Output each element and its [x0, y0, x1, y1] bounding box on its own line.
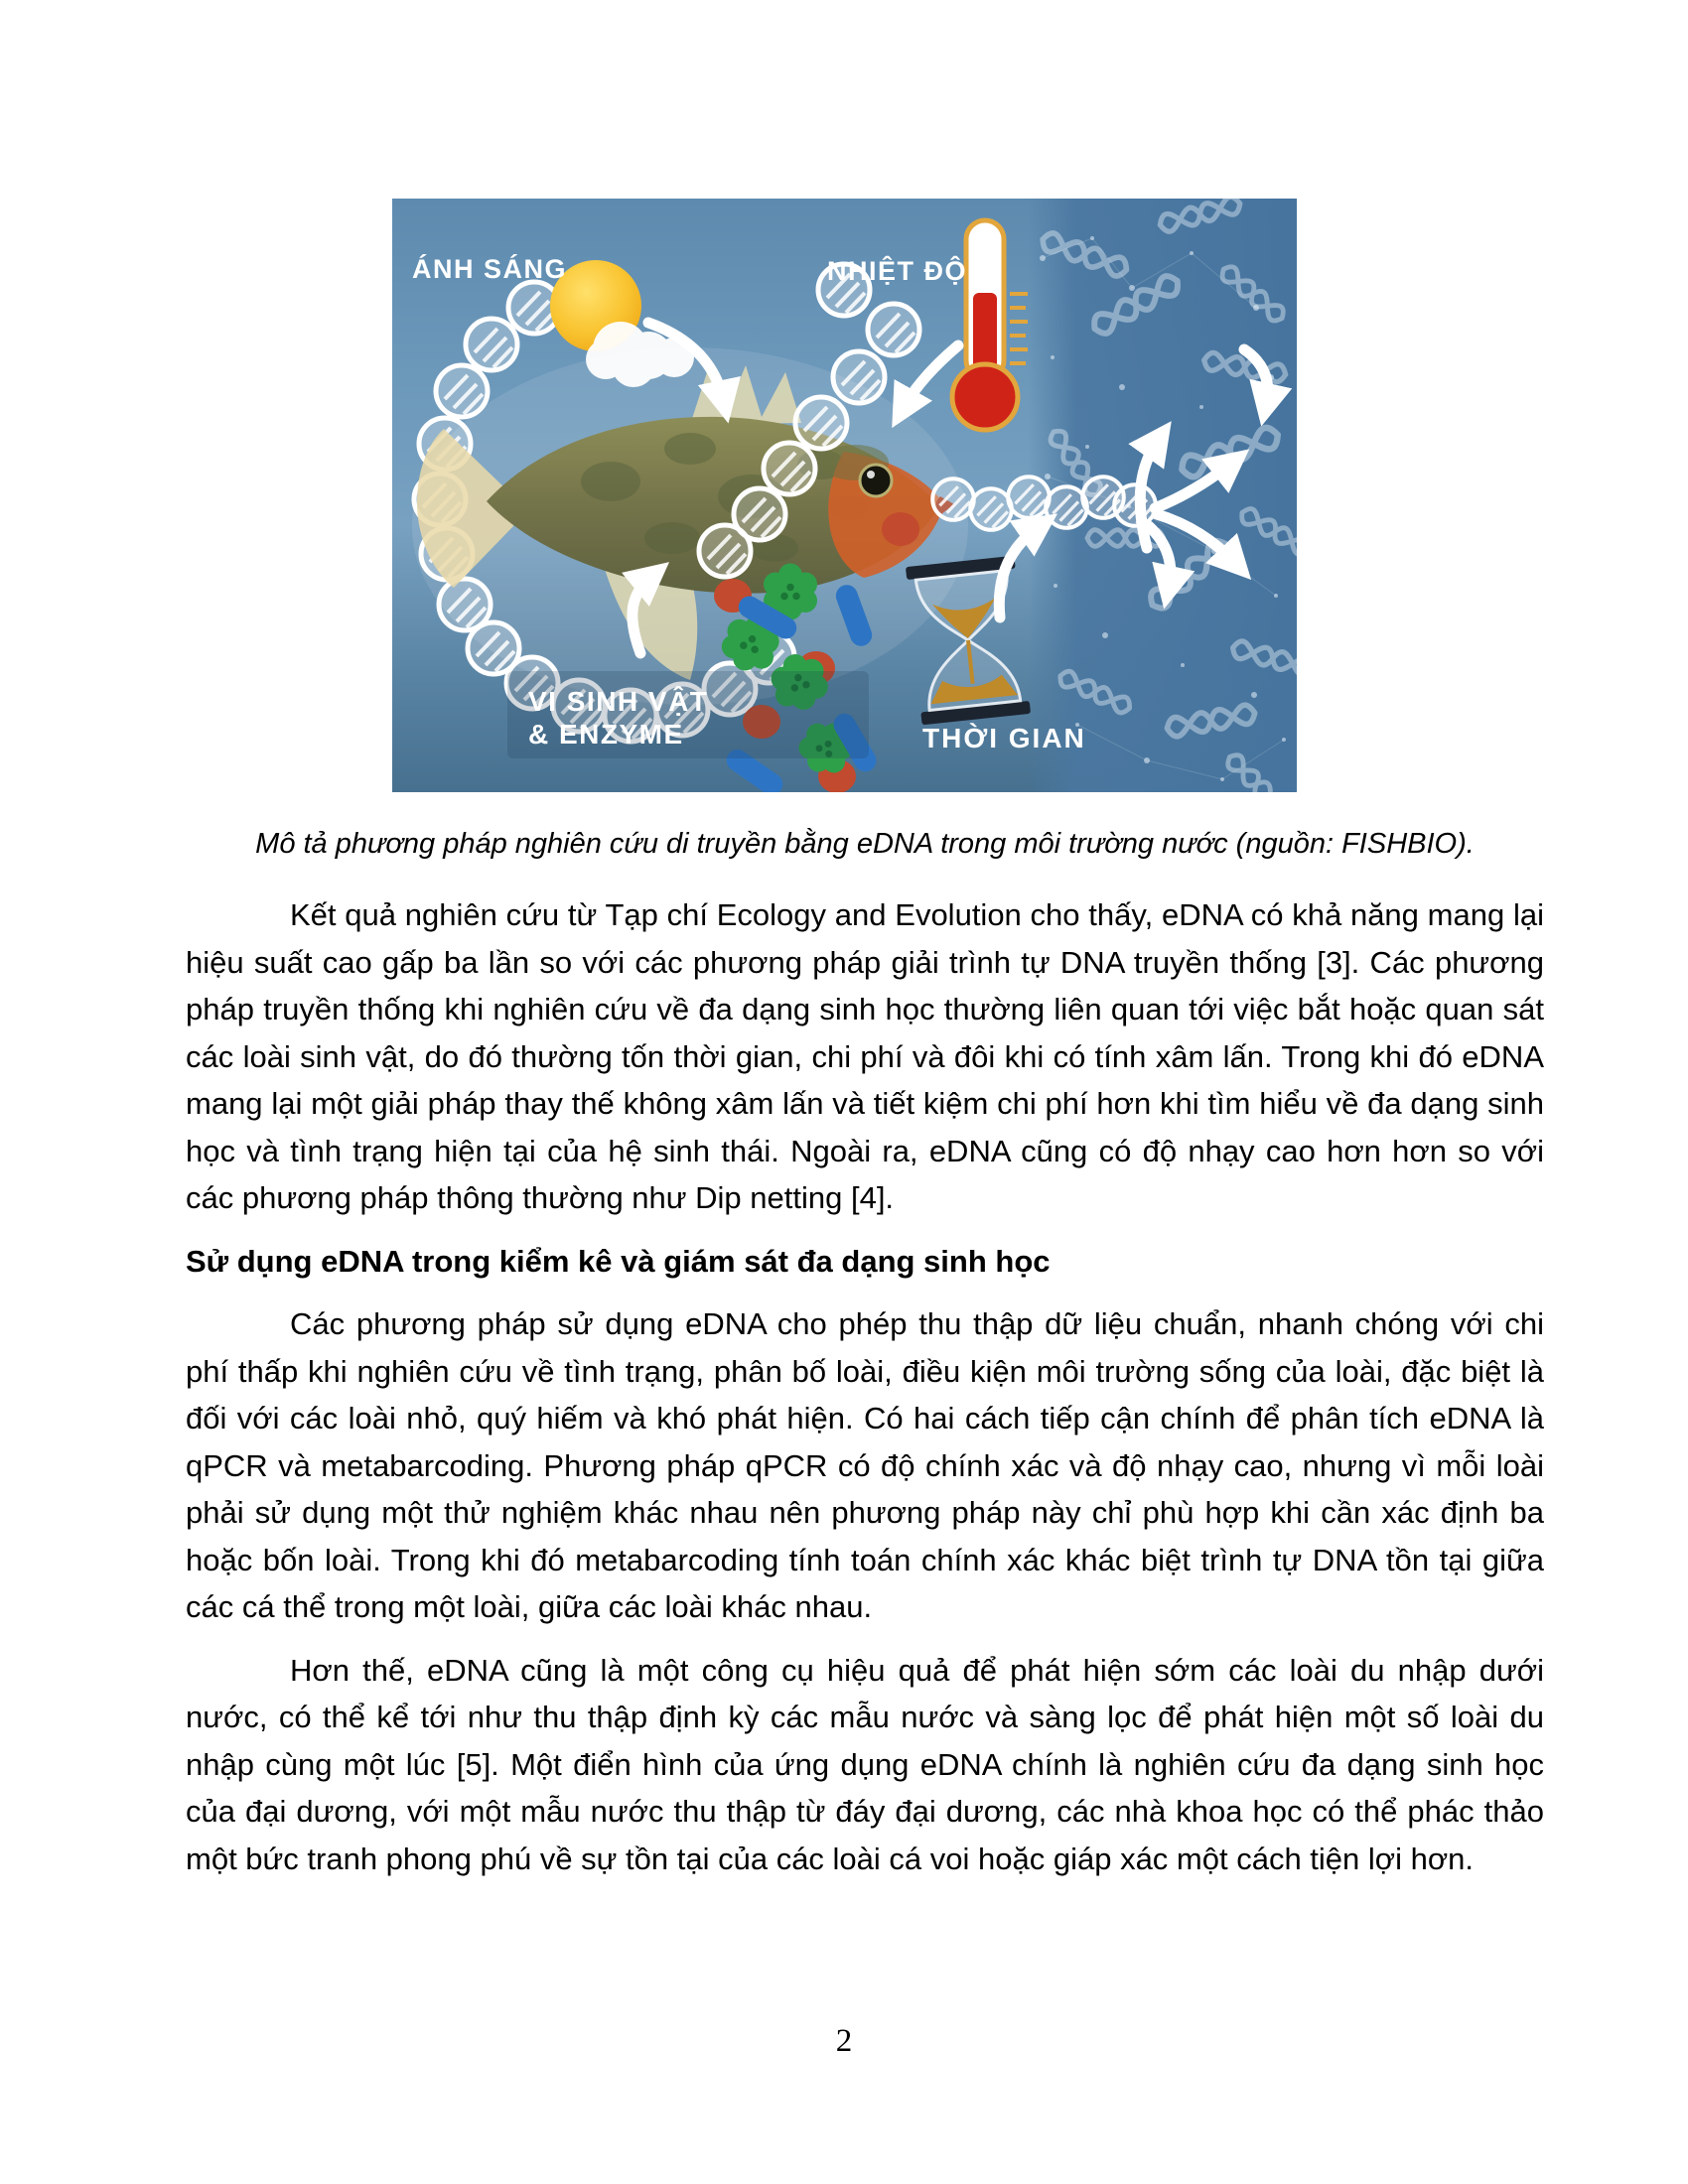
red-microbe: [882, 512, 919, 546]
figure-caption: Mô tả phương pháp nghiên cứu di truyền bằng eDNA trong môi trường nước (nguồn: FISHBIO).: [255, 828, 1475, 860]
label-time: THỜI GIAN: [922, 723, 1086, 753]
section-heading: Sử dụng eDNA trong kiểm kê và giám sát đa dạng sinh học: [186, 1243, 1051, 1279]
label-temperature: NHIỆT ĐỘ: [827, 256, 968, 286]
label-microbes-line1: VI SINH VẬT: [528, 686, 709, 717]
label-light: ÁNH SÁNG: [412, 254, 568, 284]
page-number: 2: [835, 2023, 853, 2059]
edna-illustration: [392, 199, 1297, 792]
label-microbes-line2: & ENZYME: [528, 719, 684, 750]
paragraph-3: Hơn thế, eDNA cũng là một công cụ hiệu quả để phát hiện sớm các loài du nhập dưới nước, có thể kể tới như thu thập định kỳ các mẫu nước và sàng lọc để phát hiện một số loài du nhập cùng một lúc [5]. Một điển hình của ứng dụng eDNA chính là nghiên cứu đa dạng sinh học của đại dương, với một mẫu nước thu thập từ đáy đại dương, các nhà khoa học có thể phác thảo một bức tranh phong phú về sự tồn tại của các loài cá voi hoặc giáp xác một cách tiện lợi hơn.: [186, 1652, 1544, 1876]
document-body: [186, 891, 1544, 1898]
fish-dorsal-fin: [690, 365, 801, 425]
paragraph-1: Kết quả nghiên cứu từ Tạp chí Ecology and Evolution cho thấy, eDNA có khả năng mang lại hiệu suất cao gấp ba lần so với các phương pháp giải trình tự DNA truyền thống [3]. Các phương pháp truyền thống khi nghiên cứu về đa dạng sinh học thường liên quan tới việc bắt hoặc quan sát các loài sinh vật, do đó thường tốn thời gian, chi phí và đôi khi có tính xâm lấn. Trong khi đó eDNA mang lại một giải pháp thay thế không xâm lấn và tiết kiệm chi phí hơn khi tìm hiểu về đa dạng sinh học và tình trạng hiện tại của hệ sinh thái. Ngoài ra, eDNA cũng có độ nhạy cao hơn hơn so với các phương pháp thông thường như Dip netting [4].: [186, 897, 1544, 1215]
paragraph-2: Các phương pháp sử dụng eDNA cho phép thu thập dữ liệu chuẩn, nhanh chóng với chi phí thấp khi nghiên cứu về tình trạng, phân bố loài, điều kiện môi trường sống của loài, đặc biệt là đối với các loài nhỏ, quý hiếm và khó phát hiện. Có hai cách tiếp cận chính để phân tích eDNA là qPCR và metabarcoding. Phương pháp qPCR có độ chính xác và độ nhạy cao, nhưng vì mỗi loài phải sử dụng một thử nghiệm khác nhau nên phương pháp này chỉ phù hợp khi cần xác định ba hoặc bốn loài. Trong khi đó metabarcoding tính toán chính xác khác biệt trình tự DNA tồn tại giữa các cá thể trong một loài, giữa các loài khác nhau.: [186, 1306, 1544, 1624]
edna-illustration-canvas: [392, 199, 1297, 792]
